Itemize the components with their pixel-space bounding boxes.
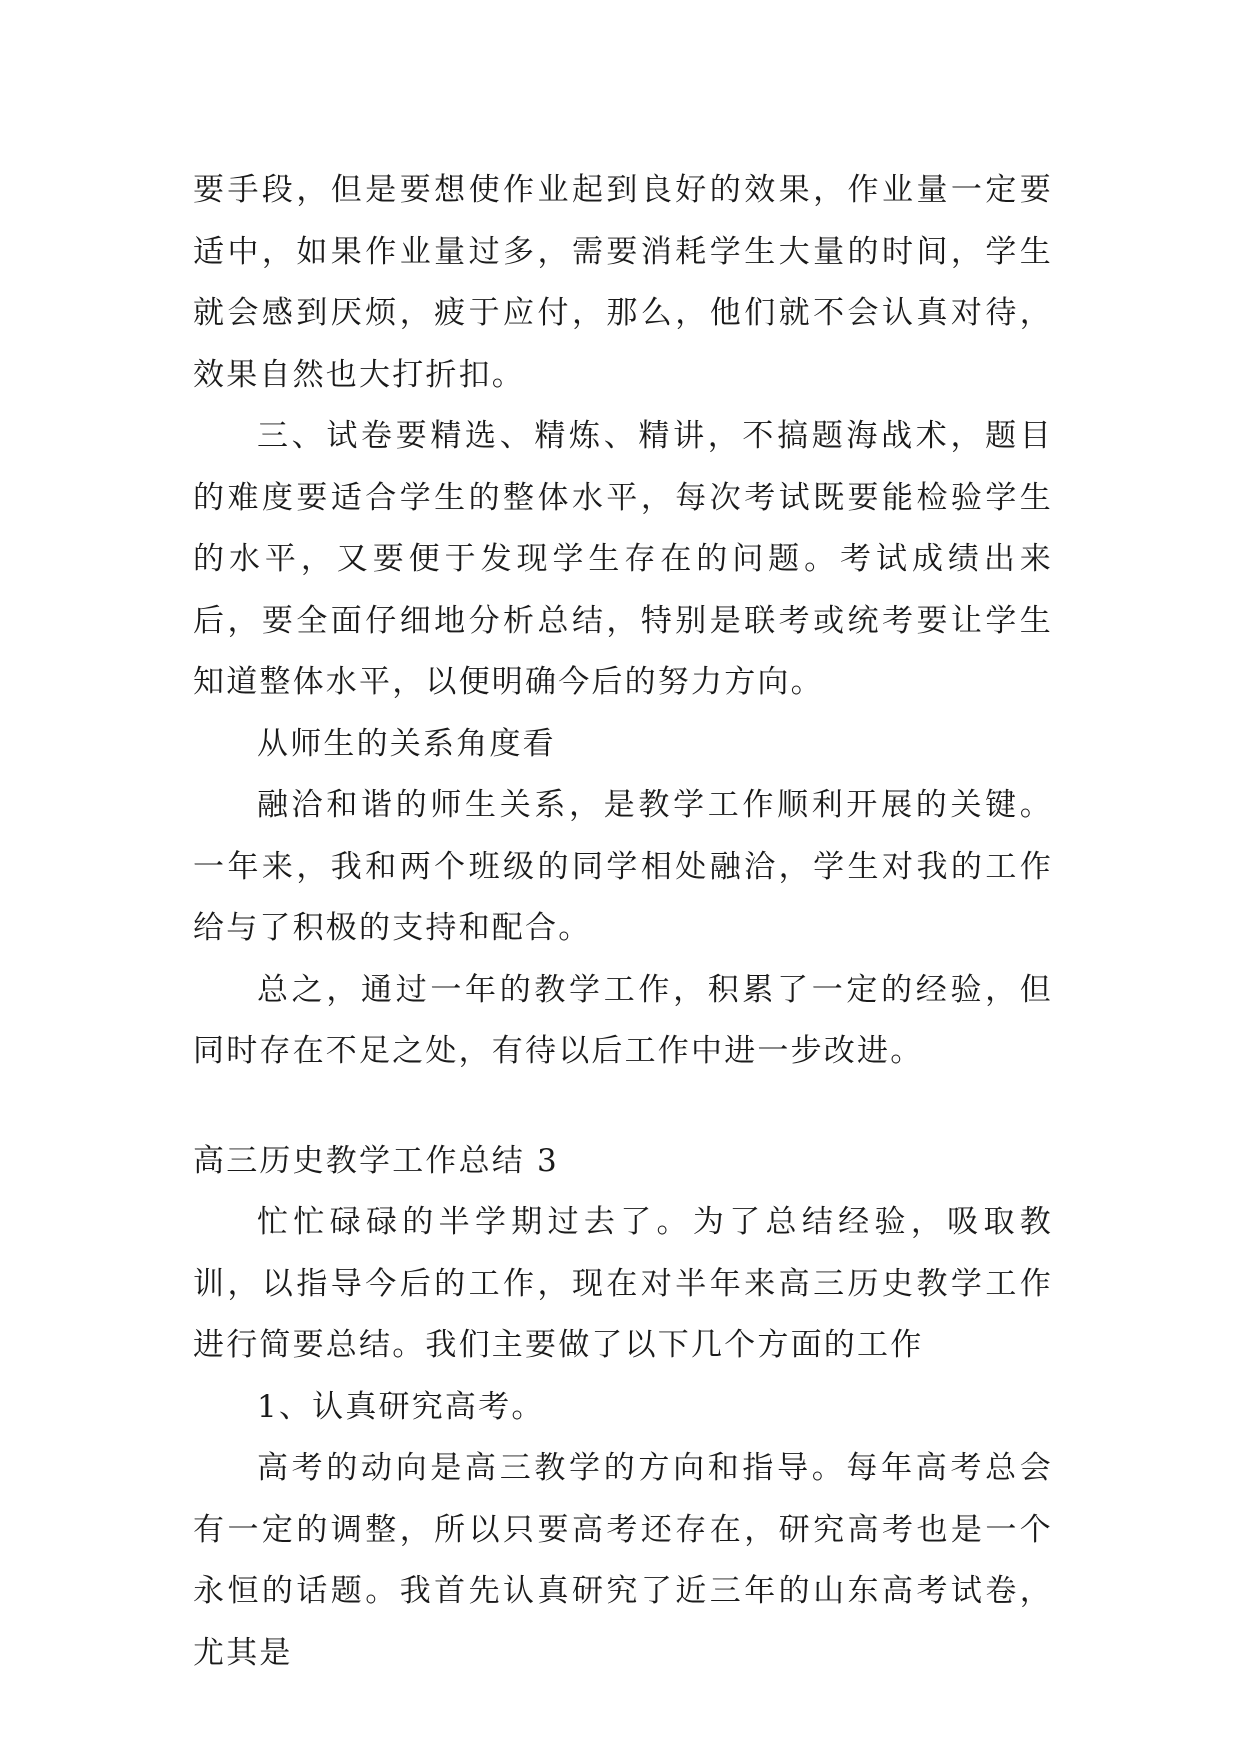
paragraph-research-exam: 高考的动向是高三教学的方向和指导。每年高考总会有一定的调整，所以只要高考还存在，研究高考也是一个永恒的话题。我首先认真研究了近三年的山东高考试卷，尤其是 — [193, 1450, 1053, 1671]
paragraph-conclusion: 总之，通过一年的教学工作，积累了一定的经验，但同时存在不足之处，有待以后工作中进一步改进。 — [193, 971, 1053, 1069]
section-heading: 高三历史教学工作总结 3 — [193, 1142, 559, 1179]
paragraph-point-one-heading: 1、认真研究高考。 — [257, 1388, 545, 1425]
paragraph-homework-amount: 要手段，但是要想使作业起到良好的效果，作业量一定要适中，如果作业量过多，需要消耗学生大量的时间，学生就会感到厌烦，疲于应付，那么，他们就不会认真对待，效果自然也大打折扣。 — [193, 172, 1053, 393]
paragraph-exam-papers: 三、试卷要精选、精炼、精讲，不搞题海战术，题目的难度要适合学生的整体水平，每次考试既要能检验学生的水平，又要便于发现学生存在的问题。考试成绩出来后，要全面仔细地分析总结，特别是联考或统考要让学生知道整体水平，以便明确今后的努力方向。 — [193, 418, 1053, 700]
paragraph-summary-intro: 忙忙碌碌的半学期过去了。为了总结经验，吸取教训，以指导今后的工作，现在对半年来高三历史教学工作进行简要总结。我们主要做了以下几个方面的工作 — [193, 1204, 1053, 1363]
document-body — [193, 160, 1053, 1684]
paragraph-teacher-student-heading: 从师生的关系角度看 — [257, 725, 556, 762]
paragraph-teacher-student-relationship: 融洽和谐的师生关系，是教学工作顺利开展的关键。一年来，我和两个班级的同学相处融洽，学生对我的工作给与了积极的支持和配合。 — [193, 787, 1053, 946]
